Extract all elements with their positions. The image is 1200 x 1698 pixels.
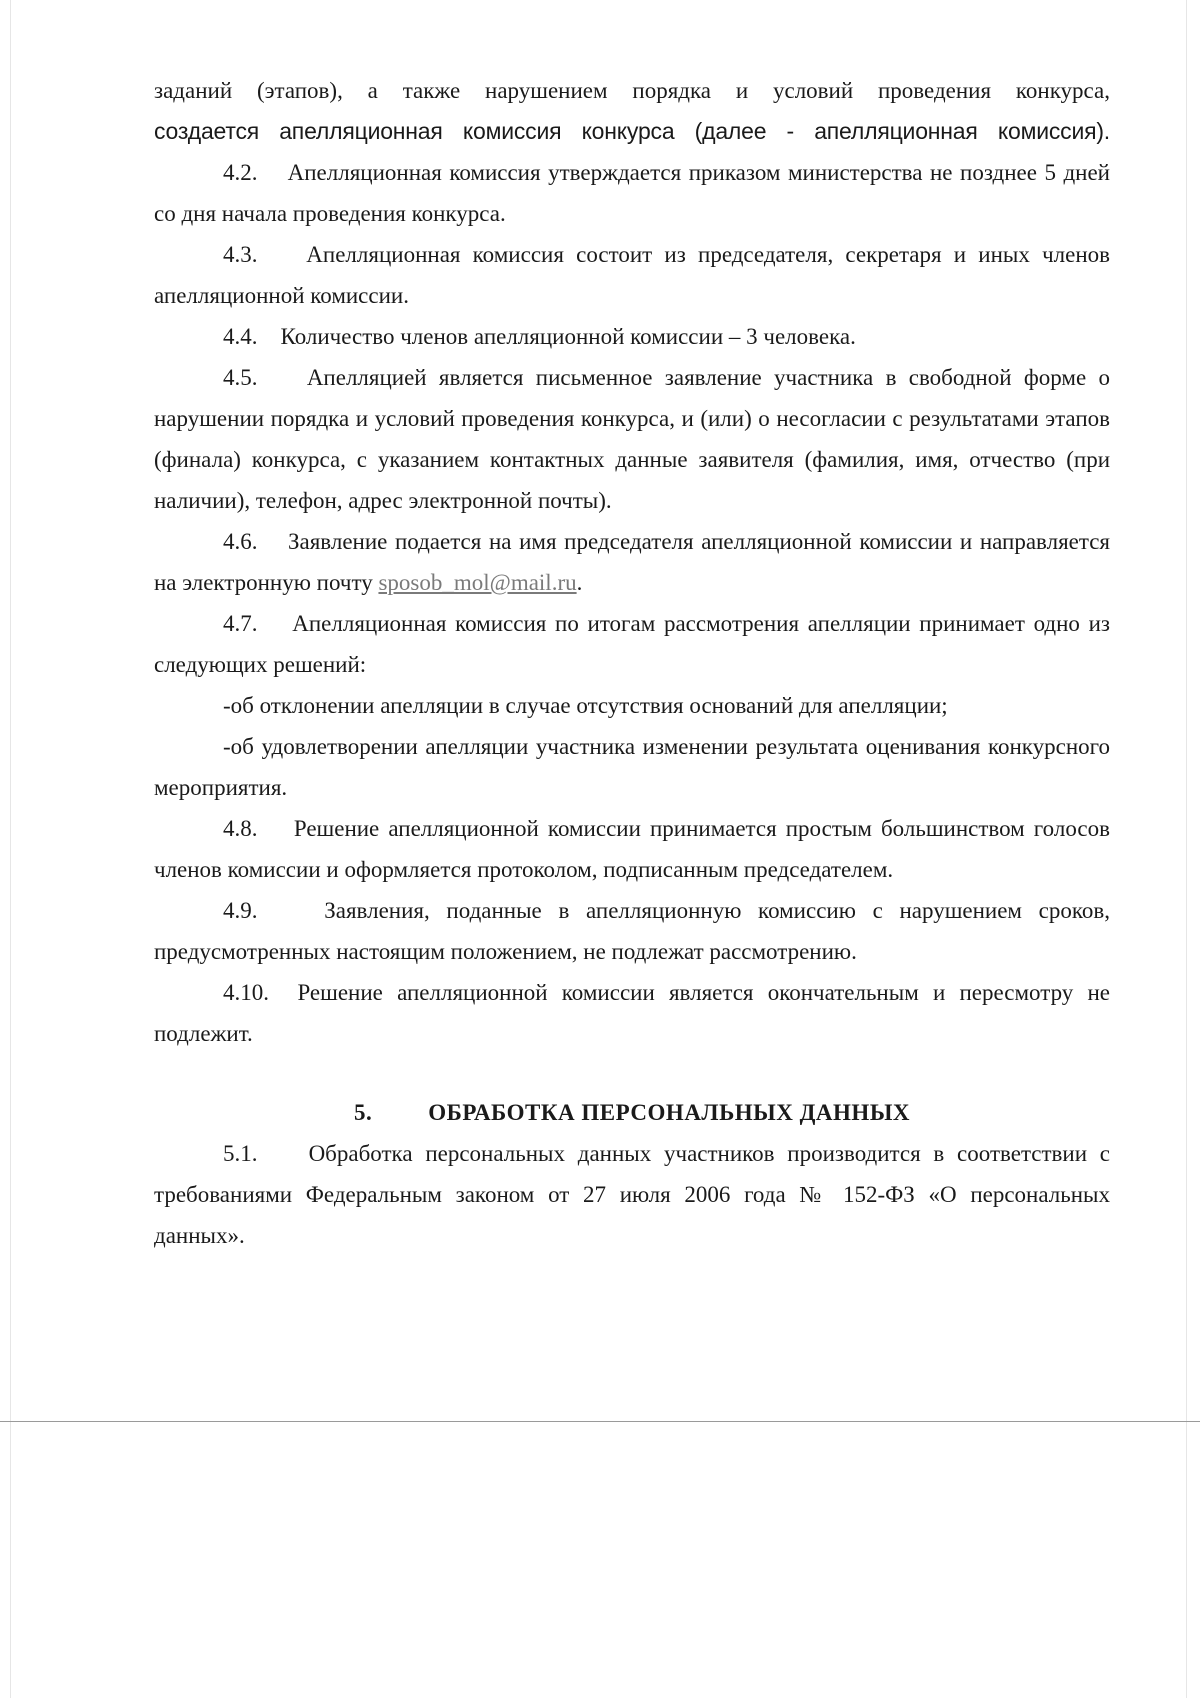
clause-text: Апелляционная комиссия по итогам рассмотрения апелляции принимает одно из следующих решений: xyxy=(154,611,1111,677)
clause-text: Заявления, поданные в апелляционную комиссию с нарушением сроков, предусмотренных настоящим положением, не подлежат рассмотрению. xyxy=(154,898,1110,964)
clause-4-4 xyxy=(154,316,1110,357)
clause-text: Обработка персональных данных участников производится в соответствии с требованиями Федеральным законом от 27 июля 2006 года № 152-ФЗ «О персональных данных». xyxy=(154,1141,1110,1248)
clause-punctuation: . xyxy=(576,570,583,595)
clause-number: 4.2. xyxy=(223,160,258,185)
section-title: ОБРАБОТКА ПЕРСОНАЛЬНЫХ ДАННЫХ xyxy=(428,1100,911,1125)
page-divider-line xyxy=(0,1421,1200,1422)
clause-4-7 xyxy=(154,603,1110,685)
decision-option-accept xyxy=(154,726,1110,808)
clause-text: Апелляцией является письменное заявление участника в свободной форме о нарушении порядка и условий проведения конкурса, и (или) о несогласии с результатами этапов (финала) конкурса, с указанием контактных данные заявителя (фамилия, имя, отчество (при наличии), телефон, адрес электронной почты). xyxy=(154,365,1111,513)
section-number: 5. xyxy=(353,1100,373,1125)
clause-number: 4.5. xyxy=(223,365,258,390)
clause-text: -об удовлетворении апелляции участника изменении результата оценивания конкурсного мероприятия. xyxy=(154,734,1110,800)
clause-4-2 xyxy=(154,152,1110,234)
clause-4-9 xyxy=(154,890,1110,972)
clause-5-1 xyxy=(154,1133,1110,1256)
clause-4-8 xyxy=(154,808,1110,890)
clause-4-3 xyxy=(154,234,1110,316)
opening-line-1: заданий (этапов), а также нарушением порядка и условий проведения конкурса, xyxy=(154,78,1110,103)
clause-number: 4.3. xyxy=(223,242,258,267)
email-link[interactable]: sposob_mol@mail.ru xyxy=(378,570,577,595)
scan-edge-right xyxy=(1186,0,1187,1698)
clause-text: -об отклонении апелляции в случае отсутствия оснований для апелляции; xyxy=(223,693,948,718)
clause-number: 4.8. xyxy=(223,816,258,841)
opening-line-2: создается апелляционная комиссия конкурса (далее - апелляционная комиссия). xyxy=(154,118,1110,144)
scan-edge-left xyxy=(10,0,11,1698)
clause-4-6 xyxy=(154,521,1110,603)
clause-4-10 xyxy=(154,972,1110,1054)
clause-text: Решение апелляционной комиссии принимается простым большинством голосов членов комиссии и оформляется протоколом, подписанным председателем. xyxy=(154,816,1110,882)
decision-option-reject xyxy=(154,685,1110,726)
clause-number: 4.9. xyxy=(223,898,258,923)
clause-4-5 xyxy=(154,357,1110,521)
clause-number: 4.10. xyxy=(223,980,269,1005)
clause-text: Количество членов апелляционной комиссии – 3 человека. xyxy=(280,324,856,349)
opening-paragraph xyxy=(154,70,1110,152)
clause-text: Решение апелляционной комиссии является окончательным и пересмотру не подлежит. xyxy=(154,980,1110,1046)
clause-number: 4.4. xyxy=(223,324,258,349)
clause-text: Апелляционная комиссия утверждается приказом министерства не позднее 5 дней со дня начала проведения конкурса. xyxy=(154,160,1110,226)
section-5-heading xyxy=(154,1092,1110,1133)
clause-text: Апелляционная комиссия состоит из председателя, секретаря и иных членов апелляционной комиссии. xyxy=(154,242,1110,308)
clause-text: Заявление подается на имя председателя апелляционной комиссии и направляется на электронную почту xyxy=(154,529,1110,595)
clause-number: 4.6. xyxy=(223,529,258,554)
clause-number: 5.1. xyxy=(223,1141,258,1166)
clause-number: 4.7. xyxy=(223,611,258,636)
document-page xyxy=(154,70,1110,1256)
